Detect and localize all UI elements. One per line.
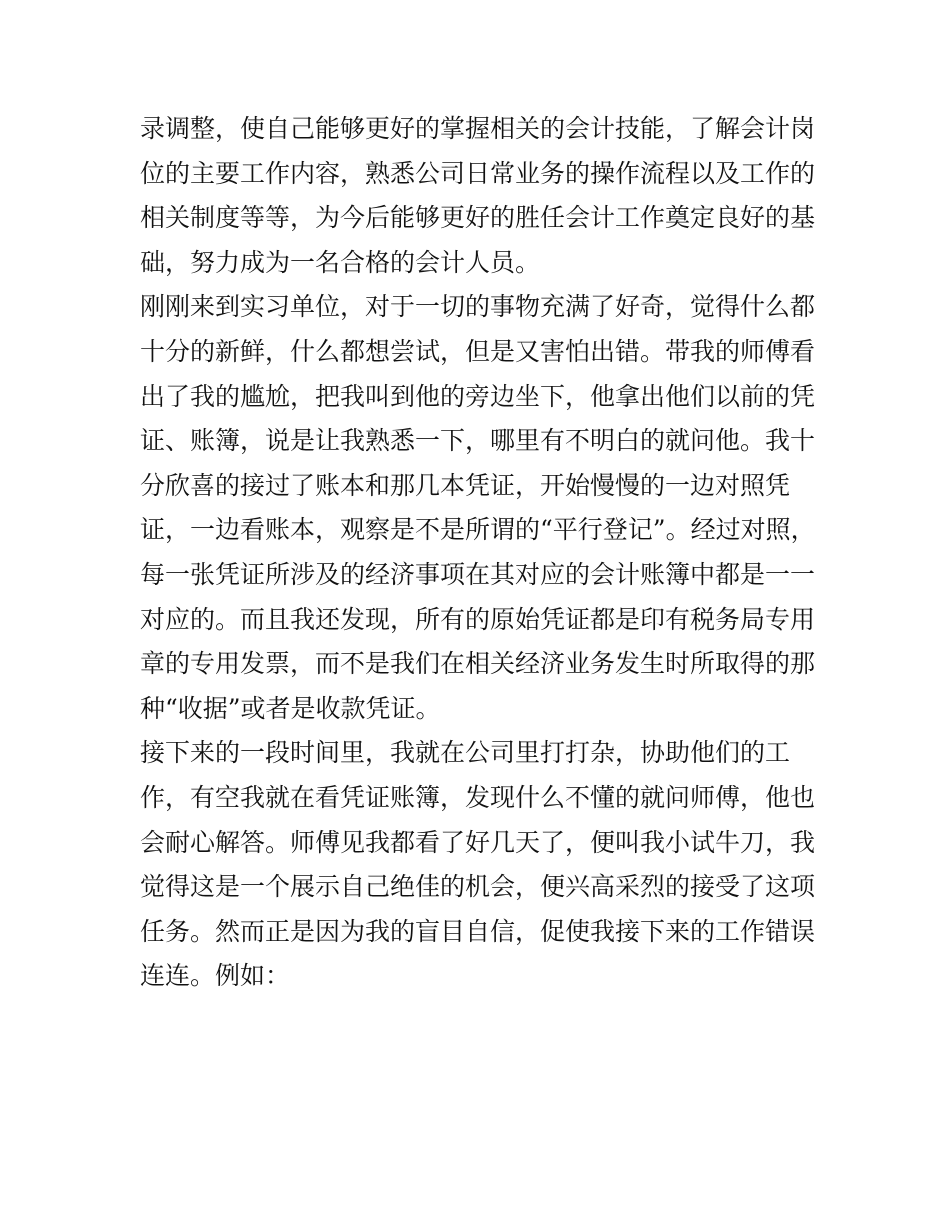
text-line: 章的专用发票，而不是我们在相关经济业务发生时所取得的那 [140, 649, 816, 679]
text-line: 刚刚来到实习单位，对于一切的事物充满了好奇，觉得什么都 [140, 292, 816, 322]
text-line: 证，一边看账本，观察是不是所谓的“平行登记”。经过对照， [140, 515, 816, 545]
text-line: 对应的。而且我还发现，所有的原始凭证都是印有税务局专用 [140, 604, 816, 634]
body-text [140, 107, 815, 999]
text-line: 十分的新鲜，什么都想尝试，但是又害怕出错。带我的师傅看 [140, 336, 816, 366]
text-line: 连连。例如： [140, 961, 291, 991]
text-line: 会耐心解答。师傅见我都看了好几天了，便叫我小试牛刀，我 [140, 827, 816, 857]
text-line: 作，有空我就在看凭证账簿，发现什么不懂的就问师傅，他也 [140, 782, 816, 812]
text-line: 证、账簿，说是让我熟悉一下，哪里有不明白的就问他。我十 [140, 426, 816, 456]
text-line: 觉得这是一个展示自己绝佳的机会，便兴高采烈的接受了这项 [140, 872, 816, 902]
text-line: 分欣喜的接过了账本和那几本凭证，开始慢慢的一边对照凭 [140, 470, 791, 500]
text-line: 任务。然而正是因为我的盲目自信，促使我接下来的工作错误 [140, 916, 816, 946]
text-line: 录调整，使自己能够更好的掌握相关的会计技能，了解会计岗 [140, 114, 816, 143]
text-line: 每一张凭证所涉及的经济事项在其对应的会计账簿中都是一一 [140, 559, 816, 589]
text-line: 出了我的尴尬，把我叫到他的旁边坐下，他拿出他们以前的凭 [140, 381, 816, 411]
text-line: 础，努力成为一名合格的会计人员。 [140, 247, 541, 277]
text-line: 种“收据”或者是收款凭证。 [140, 693, 441, 723]
text-line: 接下来的一段时间里，我就在公司里打打杂，协助他们的工 [140, 738, 791, 768]
text-line: 位的主要工作内容，熟悉公司日常业务的操作流程以及工作的 [140, 158, 816, 188]
text-line: 相关制度等等，为今后能够更好的胜任会计工作奠定良好的基 [140, 203, 816, 233]
